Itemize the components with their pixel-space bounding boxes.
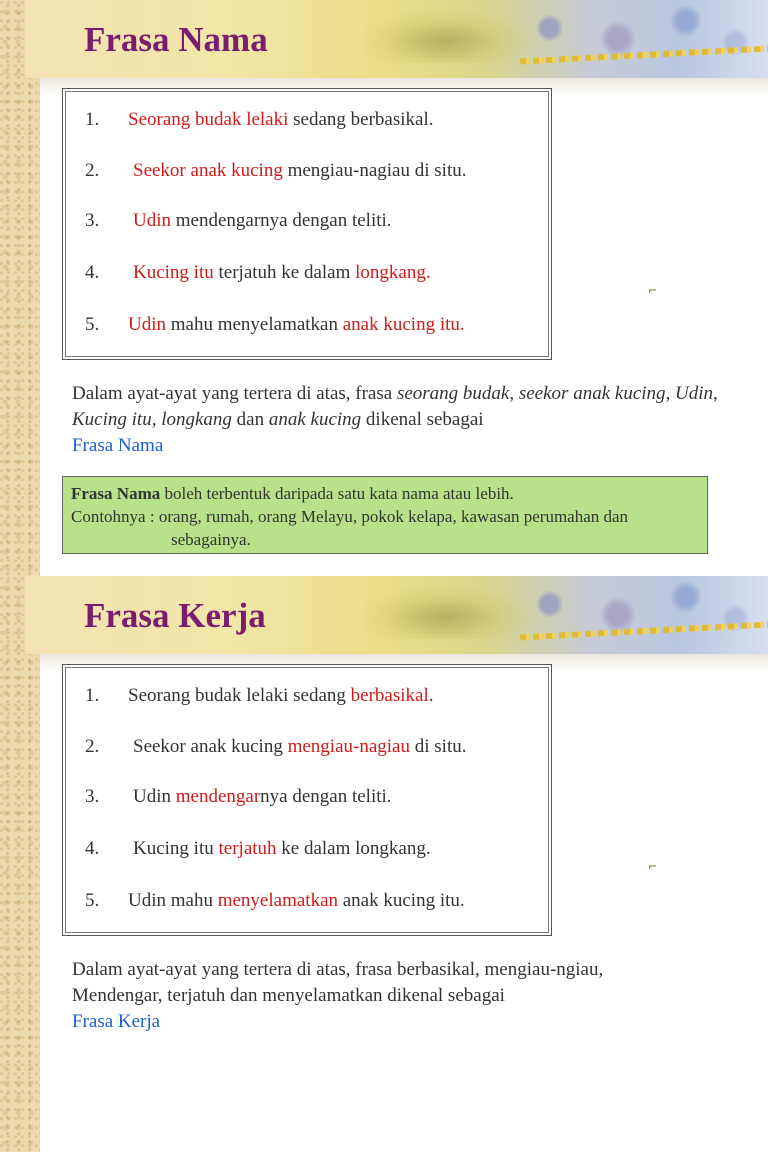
leaf-bullet-icon: ⌐ [648,284,658,297]
explanation-paragraph: Dalam ayat-ayat yang tertera di atas, frasa seorang budak, seekor anak kucing, Udin, Kucing itu, longkang dan anak kucing dikenal sebagai Frasa Nama [72,383,718,456]
term-highlight: Frasa Nama [72,435,164,456]
sentence-number: 3. [85,210,100,231]
slide-frasa-kerja [0,576,768,1152]
sentence-text: Kucing itu terjatuh ke dalam longkang. [133,838,431,859]
sentence-text: Seorang budak lelaki sedang berbasikal. [128,109,434,130]
explanation-paragraph: Dalam ayat-ayat yang tertera di atas, frasa berbasikal, mengiau-ngiau, Mendengar, terjatuh dan menyelamatkan dikenal sebagai Frasa Kerja [72,959,604,1032]
sentence-text: Seekor anak kucing mengiau-nagiau di situ. [133,736,467,757]
sentence-text: Udin mendengarnya dengan teliti. [133,786,392,807]
sentence-text: Kucing itu terjatuh ke dalam longkang. [133,262,431,283]
parchment-strip [0,0,40,576]
sentence-number: 4. [85,838,100,859]
sentence-number: 5. [85,314,100,335]
sentence-number: 1. [85,109,100,130]
sentence-number: 1. [85,685,100,706]
definition-term: Frasa Nama [71,484,161,503]
sentence-number: 2. [85,160,100,181]
leaf-bullet-icon: ⌐ [648,860,658,873]
sentence-number: 5. [85,890,100,911]
sentence-number: 2. [85,736,100,757]
example-sentences-box [62,664,552,936]
slide-title: Frasa Nama [84,20,268,59]
sentence-text: Udin mahu menyelamatkan anak kucing itu. [128,314,465,335]
definition-box: Frasa Nama boleh terbentuk daripada satu kata nama atau lebih. Contohnya : orang, rumah, orang Melayu, pokok kelapa, kawasan perumahan dan sebagainya. [62,476,708,554]
sentence-text: Seorang budak lelaki sedang berbasikal. [128,685,434,706]
slide-title: Frasa Kerja [84,596,266,635]
sentence-text: Seekor anak kucing mengiau-nagiau di situ. [133,160,467,181]
sentence-text: Udin mahu menyelamatkan anak kucing itu. [128,890,465,911]
sentence-number: 3. [85,786,100,807]
sentence-number: 4. [85,262,100,283]
definition-examples: Contohnya : orang, rumah, orang Melayu, pokok kelapa, kawasan perumahan dan [71,507,629,526]
term-highlight: Frasa Kerja [72,1011,161,1032]
parchment-strip [0,576,40,1152]
sentence-text: Udin mendengarnya dengan teliti. [133,210,392,231]
example-sentences-box [62,88,552,360]
